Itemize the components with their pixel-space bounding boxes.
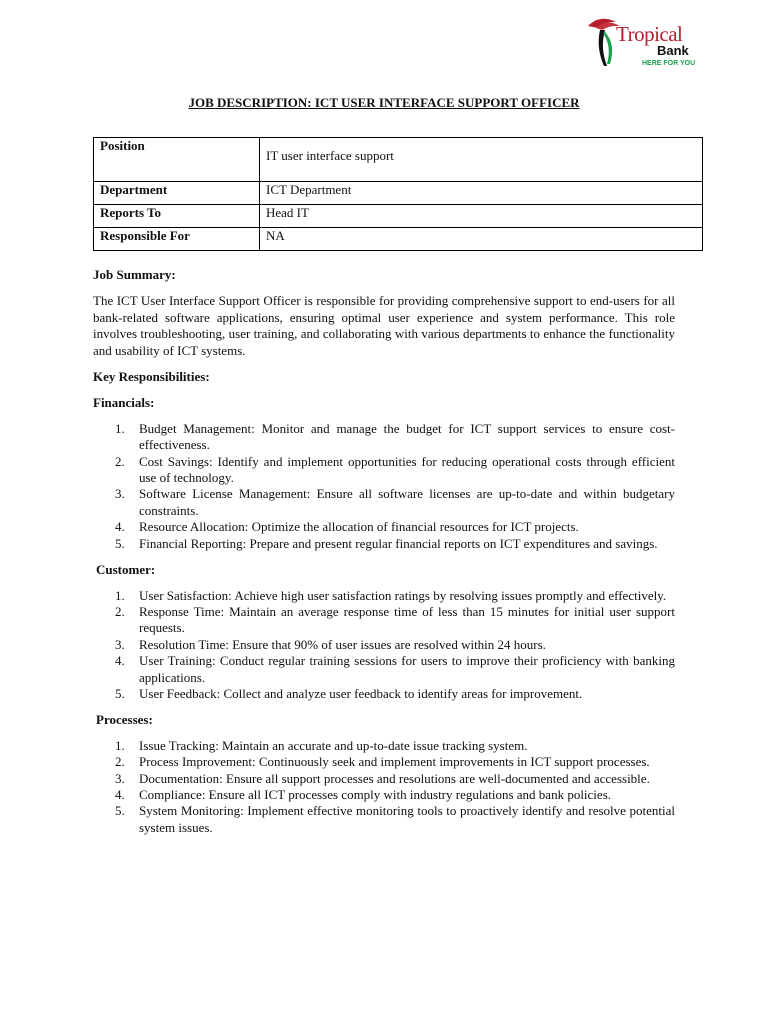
list-item-text: Financial Reporting: Prepare and present regular financial reports on ICT expenditures and savings.	[139, 535, 658, 551]
list-item-text: Issue Tracking: Maintain an accurate and up-to-date issue tracking system.	[139, 737, 528, 753]
list-item-text: User Training: Conduct regular training sessions for users to improve their proficiency with banking applications.	[139, 653, 675, 685]
job-info-table	[93, 137, 703, 251]
list-number: 3.	[115, 486, 125, 502]
list-item-text: System Monitoring: Implement effective monitoring tools to proactively identify and resolve potential system issues.	[139, 803, 675, 835]
job-summary-text: The ICT User Interface Support Officer is responsible for providing comprehensive support to end-users for all bank-related software applications, ensuring optimal user experience and system performance. This role involves troubleshooting, user training, and collaborating with various departments to enhance the functionality and usability of ICT systems.	[93, 293, 675, 358]
list-number: 1.	[115, 737, 125, 753]
list-number: 2.	[115, 603, 125, 619]
list-item	[93, 653, 675, 686]
list-item	[93, 754, 675, 770]
list-number: 2.	[115, 754, 125, 770]
list-number: 4.	[115, 519, 125, 535]
responsible-for-label: Responsible For	[94, 228, 260, 251]
list-item	[93, 519, 675, 535]
document-body	[93, 267, 675, 846]
list-item	[93, 803, 675, 836]
list-item-text: Cost Savings: Identify and implement opportunities for reducing operational costs through efficient use of technology.	[139, 453, 675, 486]
key-responsibilities-heading: Key Responsibilities:	[93, 369, 210, 385]
table-row	[94, 228, 703, 251]
job-summary-heading: Job Summary:	[93, 267, 176, 282]
table-row	[94, 205, 703, 228]
financials-list	[93, 421, 675, 552]
list-number: 4.	[115, 653, 125, 669]
list-item-text: Resource Allocation: Optimize the allocation of financial resources for ICT projects.	[139, 519, 579, 535]
list-item	[93, 421, 675, 454]
list-item-text: Compliance: Ensure all ICT processes comply with industry regulations and bank policies.	[139, 786, 611, 802]
list-item-text: User Satisfaction: Achieve high user satisfaction ratings by resolving issues promptly and effectively.	[139, 587, 667, 603]
reports-to-label: Reports To	[94, 205, 260, 228]
position-label: Position	[94, 138, 260, 182]
list-item	[93, 738, 675, 754]
logo-brand-name: Tropical	[616, 22, 683, 46]
tropical-bank-logo	[586, 14, 706, 70]
customer-list	[93, 588, 675, 703]
table-row	[94, 182, 703, 205]
position-value: IT user interface support	[260, 138, 703, 182]
list-number: 1.	[115, 420, 125, 436]
list-item	[93, 771, 675, 787]
table-row	[94, 138, 703, 182]
processes-heading: Processes:	[96, 712, 153, 728]
processes-list	[93, 738, 675, 836]
list-item	[93, 637, 675, 653]
document-title: JOB DESCRIPTION: ICT USER INTERFACE SUPPORT OFFICER	[188, 95, 580, 110]
list-item	[93, 454, 675, 487]
logo-tagline: HERE FOR YOU	[642, 60, 696, 67]
responsible-for-value: NA	[260, 228, 703, 251]
list-item-text: Process Improvement: Continuously seek and implement improvements in ICT support processes.	[139, 754, 650, 770]
list-item	[93, 486, 675, 519]
list-item-text: Documentation: Ensure all support processes and resolutions are well-documented and accessible.	[139, 770, 650, 786]
list-number: 5.	[115, 803, 125, 819]
list-number: 5.	[115, 535, 125, 551]
list-item-text: Budget Management: Monitor and manage the budget for ICT support services to ensure cost-effectiveness.	[139, 420, 675, 453]
list-number: 1.	[115, 587, 125, 603]
list-item-text: Software License Management: Ensure all software licenses are up-to-date and within budgetary constraints.	[139, 486, 675, 518]
list-item	[93, 686, 675, 702]
list-item-text: Response Time: Maintain an average response time of less than 15 minutes for initial user support requests.	[139, 603, 675, 636]
list-item-text: Resolution Time: Ensure that 90% of user issues are resolved within 24 hours.	[139, 636, 546, 652]
customer-heading: Customer:	[96, 562, 156, 578]
list-number: 5.	[115, 685, 125, 701]
reports-to-value: Head IT	[260, 205, 703, 228]
list-item	[93, 604, 675, 637]
list-item	[93, 787, 675, 803]
financials-heading: Financials:	[93, 395, 155, 411]
list-number: 4.	[115, 786, 125, 802]
list-number: 3.	[115, 636, 125, 652]
department-value: ICT Department	[260, 182, 703, 205]
logo-brand-bank: Bank	[657, 43, 689, 58]
list-number: 2.	[115, 453, 125, 469]
list-item	[93, 536, 675, 552]
list-number: 3.	[115, 770, 125, 786]
list-item	[93, 588, 675, 604]
department-label: Department	[94, 182, 260, 205]
list-item-text: User Feedback: Collect and analyze user feedback to identify areas for improvement.	[139, 685, 583, 701]
